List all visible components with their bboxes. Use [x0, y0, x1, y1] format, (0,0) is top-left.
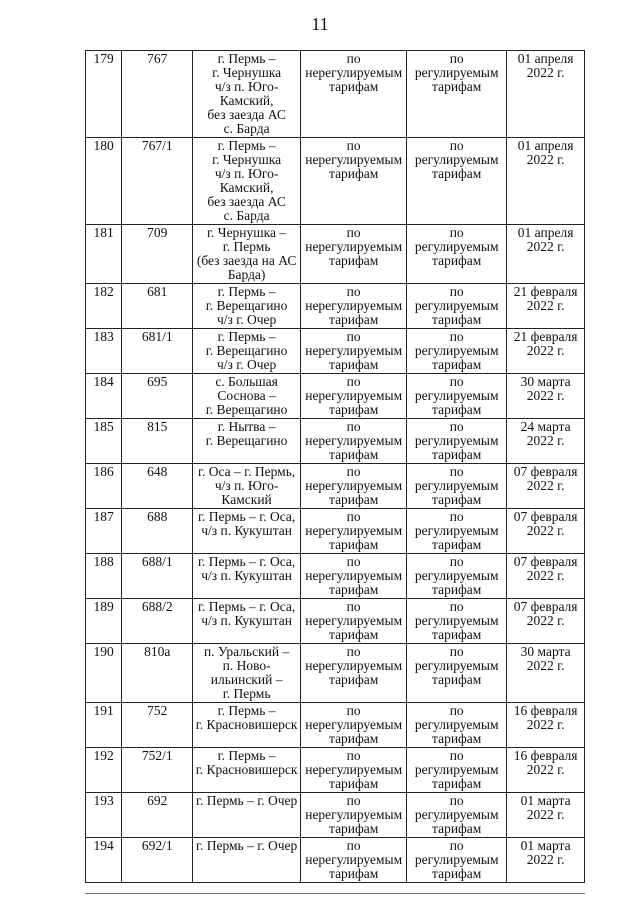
cell-line: нерегулируемым	[305, 152, 403, 167]
cell-line: по	[346, 599, 361, 614]
regulated-tariff-cell	[407, 464, 507, 509]
cell-line: 01 марта	[520, 793, 571, 808]
table-row	[86, 644, 585, 703]
cell-line: без заезда АС	[207, 194, 286, 209]
cell-line: Камский,	[219, 180, 274, 195]
cell-line: тарифам	[432, 166, 482, 181]
cell-line: 2022 г.	[526, 717, 565, 732]
table-row	[86, 138, 585, 225]
cell-line: 01 марта	[520, 838, 571, 853]
route-number-cell: 767/1	[122, 138, 193, 225]
cell-line: г. Верещагино	[205, 298, 288, 313]
cell-line: 16 февраля	[513, 748, 578, 763]
start-date-cell	[507, 793, 585, 838]
cell-line: ч/з п. Юго-	[214, 79, 279, 94]
unregulated-tariff-cell	[301, 748, 407, 793]
unregulated-tariff-cell	[301, 329, 407, 374]
cell-line: по	[449, 225, 464, 240]
table-row	[86, 51, 585, 138]
route-number-cell: 752	[122, 703, 193, 748]
cell-line: тарифам	[329, 402, 379, 417]
row-number-cell: 191	[86, 703, 122, 748]
route-name-cell	[193, 599, 301, 644]
cell-line: по	[346, 748, 361, 763]
table-row	[86, 374, 585, 419]
regulated-tariff-cell	[407, 374, 507, 419]
cell-line: регулируемым	[414, 478, 499, 493]
cell-line: 2022 г.	[526, 239, 565, 254]
cell-line: с. Барда	[223, 208, 270, 223]
cell-line: г. Чернушка	[212, 65, 282, 80]
route-number-cell: 810а	[122, 644, 193, 703]
regulated-tariff-cell	[407, 793, 507, 838]
start-date-cell	[507, 838, 585, 883]
cell-line: г. Чернушка	[212, 152, 282, 167]
cell-line: нерегулируемым	[305, 717, 403, 732]
cell-line: 2022 г.	[526, 343, 565, 358]
cell-line: регулируемым	[414, 762, 499, 777]
cell-line: тарифам	[432, 402, 482, 417]
page-bottom-divider	[85, 893, 585, 894]
cell-line: по	[449, 329, 464, 344]
cell-line: ч/з п. Юго-	[214, 478, 279, 493]
table-row	[86, 284, 585, 329]
cell-line: г. Пермь – г. Оса,	[197, 599, 296, 614]
route-name-cell	[193, 284, 301, 329]
row-number-cell: 188	[86, 554, 122, 599]
cell-line: 2022 г.	[526, 523, 565, 538]
cell-line: п. Уральский –	[203, 644, 290, 659]
regulated-tariff-cell	[407, 138, 507, 225]
cell-line: 21 февраля	[513, 329, 578, 344]
start-date-cell	[507, 138, 585, 225]
cell-line: Камский,	[219, 93, 274, 108]
cell-line: по	[346, 703, 361, 718]
unregulated-tariff-cell	[301, 419, 407, 464]
cell-line: 2022 г.	[526, 433, 565, 448]
cell-line: по	[449, 509, 464, 524]
cell-line: тарифам	[329, 492, 379, 507]
cell-line: г. Оса – г. Пермь,	[197, 464, 296, 479]
unregulated-tariff-cell	[301, 464, 407, 509]
regulated-tariff-cell	[407, 644, 507, 703]
route-number-cell: 695	[122, 374, 193, 419]
start-date-cell	[507, 509, 585, 554]
unregulated-tariff-cell	[301, 599, 407, 644]
cell-line: тарифам	[329, 166, 379, 181]
start-date-cell	[507, 419, 585, 464]
cell-line: по	[346, 138, 361, 153]
cell-line: 2022 г.	[526, 613, 565, 628]
cell-line: г. Пермь – г. Очер	[195, 793, 298, 808]
cell-line: тарифам	[432, 731, 482, 746]
cell-line: г. Верещагино	[205, 402, 288, 417]
start-date-cell	[507, 225, 585, 284]
cell-line: тарифам	[329, 776, 379, 791]
table-row	[86, 748, 585, 793]
cell-line: по	[346, 419, 361, 434]
cell-line: 2022 г.	[526, 478, 565, 493]
cell-line: ч/з г. Очер	[216, 312, 277, 327]
cell-line: тарифам	[329, 357, 379, 372]
route-number-cell: 681/1	[122, 329, 193, 374]
row-number-cell: 187	[86, 509, 122, 554]
cell-line: г. Нытва –	[217, 419, 276, 434]
cell-line: г. Пермь –	[217, 329, 276, 344]
route-name-cell	[193, 838, 301, 883]
cell-line: регулируемым	[414, 852, 499, 867]
cell-line: нерегулируемым	[305, 658, 403, 673]
cell-line: по	[449, 748, 464, 763]
unregulated-tariff-cell	[301, 703, 407, 748]
routes-table	[85, 50, 585, 883]
cell-line: 2022 г.	[526, 852, 565, 867]
cell-line: по	[346, 838, 361, 853]
cell-line: 2022 г.	[526, 65, 565, 80]
cell-line: тарифам	[329, 627, 379, 642]
row-number-cell: 183	[86, 329, 122, 374]
route-name-cell	[193, 329, 301, 374]
cell-line: г. Пермь –	[217, 138, 276, 153]
table-row	[86, 554, 585, 599]
cell-line: нерегулируемым	[305, 807, 403, 822]
cell-line: тарифам	[432, 447, 482, 462]
table-row	[86, 329, 585, 374]
cell-line: тарифам	[329, 447, 379, 462]
cell-line: тарифам	[329, 537, 379, 552]
start-date-cell	[507, 554, 585, 599]
cell-line: регулируемым	[414, 298, 499, 313]
row-number-cell: 189	[86, 599, 122, 644]
cell-line: регулируемым	[414, 717, 499, 732]
cell-line: 01 апреля	[517, 138, 574, 153]
route-number-cell: 648	[122, 464, 193, 509]
cell-line: Камский	[221, 492, 272, 507]
cell-line: г. Верещагино	[205, 343, 288, 358]
cell-line: тарифам	[432, 866, 482, 881]
start-date-cell	[507, 703, 585, 748]
cell-line: ч/з п. Кукуштан	[201, 568, 292, 583]
regulated-tariff-cell	[407, 51, 507, 138]
cell-line: по	[346, 509, 361, 524]
cell-line: по	[449, 554, 464, 569]
row-number-cell: 185	[86, 419, 122, 464]
cell-line: ч/з п. Юго-	[214, 166, 279, 181]
cell-line: по	[449, 838, 464, 853]
cell-line: 2022 г.	[526, 568, 565, 583]
row-number-cell: 194	[86, 838, 122, 883]
cell-line: тарифам	[432, 627, 482, 642]
cell-line: г. Пермь – г. Очер	[195, 838, 298, 853]
cell-line: нерегулируемым	[305, 852, 403, 867]
table-row	[86, 225, 585, 284]
unregulated-tariff-cell	[301, 374, 407, 419]
regulated-tariff-cell	[407, 599, 507, 644]
cell-line: тарифам	[329, 312, 379, 327]
cell-line: тарифам	[329, 582, 379, 597]
cell-line: п. Ново-	[222, 658, 271, 673]
cell-line: 16 февраля	[513, 703, 578, 718]
routes-table-body	[86, 51, 585, 883]
row-number-cell: 186	[86, 464, 122, 509]
cell-line: по	[346, 644, 361, 659]
cell-line: нерегулируемым	[305, 343, 403, 358]
cell-line: тарифам	[432, 821, 482, 836]
cell-line: тарифам	[329, 731, 379, 746]
cell-line: регулируемым	[414, 152, 499, 167]
cell-line: ильинский –	[210, 672, 283, 687]
cell-line: регулируемым	[414, 343, 499, 358]
start-date-cell	[507, 644, 585, 703]
cell-line: нерегулируемым	[305, 65, 403, 80]
cell-line: 30 марта	[520, 644, 571, 659]
route-name-cell	[193, 644, 301, 703]
table-row	[86, 838, 585, 883]
cell-line: по	[346, 51, 361, 66]
table-row	[86, 703, 585, 748]
route-number-cell: 688/1	[122, 554, 193, 599]
route-number-cell: 815	[122, 419, 193, 464]
cell-line: тарифам	[329, 79, 379, 94]
cell-line: г. Пермь – г. Оса,	[197, 509, 296, 524]
unregulated-tariff-cell	[301, 793, 407, 838]
cell-line: (без заезда на АС	[196, 253, 297, 268]
cell-line: регулируемым	[414, 433, 499, 448]
cell-line: г. Пермь –	[217, 748, 276, 763]
route-name-cell	[193, 138, 301, 225]
route-name-cell	[193, 225, 301, 284]
cell-line: тарифам	[432, 79, 482, 94]
row-number-cell: 179	[86, 51, 122, 138]
route-number-cell: 709	[122, 225, 193, 284]
route-number-cell: 688	[122, 509, 193, 554]
cell-line: Барда)	[227, 267, 266, 282]
cell-line: тарифам	[432, 672, 482, 687]
cell-line: по	[346, 793, 361, 808]
unregulated-tariff-cell	[301, 838, 407, 883]
start-date-cell	[507, 599, 585, 644]
route-name-cell	[193, 509, 301, 554]
route-name-cell	[193, 464, 301, 509]
cell-line: тарифам	[329, 866, 379, 881]
cell-line: нерегулируемым	[305, 239, 403, 254]
cell-line: ч/з п. Кукуштан	[201, 523, 292, 538]
cell-line: г. Пермь –	[217, 284, 276, 299]
cell-line: тарифам	[432, 312, 482, 327]
route-number-cell: 692	[122, 793, 193, 838]
cell-line: по	[449, 419, 464, 434]
cell-line: нерегулируемым	[305, 478, 403, 493]
regulated-tariff-cell	[407, 554, 507, 599]
start-date-cell	[507, 748, 585, 793]
cell-line: 2022 г.	[526, 807, 565, 822]
cell-line: нерегулируемым	[305, 568, 403, 583]
cell-line: с. Барда	[223, 121, 270, 136]
regulated-tariff-cell	[407, 703, 507, 748]
cell-line: по	[449, 284, 464, 299]
cell-line: регулируемым	[414, 568, 499, 583]
cell-line: г. Пермь	[222, 686, 271, 701]
cell-line: Соснова –	[217, 388, 276, 403]
cell-line: ч/з г. Очер	[216, 357, 277, 372]
cell-line: нерегулируемым	[305, 388, 403, 403]
cell-line: тарифам	[329, 821, 379, 836]
regulated-tariff-cell	[407, 509, 507, 554]
cell-line: нерегулируемым	[305, 298, 403, 313]
unregulated-tariff-cell	[301, 138, 407, 225]
cell-line: 24 марта	[520, 419, 571, 434]
unregulated-tariff-cell	[301, 554, 407, 599]
cell-line: тарифам	[432, 492, 482, 507]
start-date-cell	[507, 374, 585, 419]
route-name-cell	[193, 419, 301, 464]
cell-line: 01 апреля	[517, 225, 574, 240]
route-number-cell: 688/2	[122, 599, 193, 644]
table-row	[86, 793, 585, 838]
cell-line: тарифам	[432, 537, 482, 552]
cell-line: 2022 г.	[526, 152, 565, 167]
cell-line: 21 февраля	[513, 284, 578, 299]
cell-line: 30 марта	[520, 374, 571, 389]
cell-line: 2022 г.	[526, 762, 565, 777]
cell-line: г. Пермь –	[217, 51, 276, 66]
route-name-cell	[193, 748, 301, 793]
regulated-tariff-cell	[407, 419, 507, 464]
unregulated-tariff-cell	[301, 51, 407, 138]
regulated-tariff-cell	[407, 748, 507, 793]
cell-line: 2022 г.	[526, 388, 565, 403]
cell-line: по	[449, 703, 464, 718]
cell-line: г. Красновишерск	[195, 762, 298, 777]
cell-line: г. Пермь	[222, 239, 271, 254]
cell-line: г. Верещагино	[205, 433, 288, 448]
cell-line: по	[449, 374, 464, 389]
cell-line: г. Красновишерск	[195, 717, 298, 732]
cell-line: по	[449, 599, 464, 614]
cell-line: нерегулируемым	[305, 523, 403, 538]
cell-line: по	[449, 51, 464, 66]
cell-line: по	[346, 464, 361, 479]
cell-line: по	[449, 138, 464, 153]
table-row	[86, 419, 585, 464]
row-number-cell: 190	[86, 644, 122, 703]
cell-line: нерегулируемым	[305, 433, 403, 448]
cell-line: 07 февраля	[513, 464, 578, 479]
cell-line: 01 апреля	[517, 51, 574, 66]
route-name-cell	[193, 793, 301, 838]
start-date-cell	[507, 51, 585, 138]
start-date-cell	[507, 284, 585, 329]
cell-line: по	[449, 644, 464, 659]
cell-line: г. Пермь –	[217, 703, 276, 718]
route-number-cell: 692/1	[122, 838, 193, 883]
cell-line: тарифам	[432, 253, 482, 268]
cell-line: по	[346, 554, 361, 569]
row-number-cell: 192	[86, 748, 122, 793]
route-name-cell	[193, 374, 301, 419]
row-number-cell: 181	[86, 225, 122, 284]
cell-line: по	[346, 329, 361, 344]
cell-line: тарифам	[432, 582, 482, 597]
cell-line: регулируемым	[414, 658, 499, 673]
cell-line: тарифам	[432, 357, 482, 372]
cell-line: регулируемым	[414, 613, 499, 628]
route-name-cell	[193, 554, 301, 599]
page-number: 11	[311, 14, 329, 34]
cell-line: 2022 г.	[526, 658, 565, 673]
unregulated-tariff-cell	[301, 284, 407, 329]
row-number-cell: 180	[86, 138, 122, 225]
regulated-tariff-cell	[407, 838, 507, 883]
route-number-cell: 752/1	[122, 748, 193, 793]
cell-line: по	[346, 225, 361, 240]
cell-line: без заезда АС	[207, 107, 286, 122]
cell-line: г. Пермь – г. Оса,	[197, 554, 296, 569]
cell-line: г. Чернушка –	[207, 225, 287, 240]
cell-line: тарифам	[329, 672, 379, 687]
unregulated-tariff-cell	[301, 225, 407, 284]
cell-line: регулируемым	[414, 807, 499, 822]
row-number-cell: 182	[86, 284, 122, 329]
unregulated-tariff-cell	[301, 509, 407, 554]
cell-line: регулируемым	[414, 388, 499, 403]
route-name-cell	[193, 51, 301, 138]
row-number-cell: 184	[86, 374, 122, 419]
regulated-tariff-cell	[407, 225, 507, 284]
table-row	[86, 599, 585, 644]
cell-line: по	[346, 284, 361, 299]
cell-line: тарифам	[432, 776, 482, 791]
cell-line: 2022 г.	[526, 298, 565, 313]
regulated-tariff-cell	[407, 284, 507, 329]
table-row	[86, 509, 585, 554]
table-row	[86, 464, 585, 509]
row-number-cell: 193	[86, 793, 122, 838]
start-date-cell	[507, 329, 585, 374]
cell-line: нерегулируемым	[305, 762, 403, 777]
cell-line: 07 февраля	[513, 599, 578, 614]
cell-line: регулируемым	[414, 65, 499, 80]
cell-line: ч/з п. Кукуштан	[201, 613, 292, 628]
cell-line: с. Большая	[215, 374, 278, 389]
regulated-tariff-cell	[407, 329, 507, 374]
cell-line: 07 февраля	[513, 509, 578, 524]
cell-line: 07 февраля	[513, 554, 578, 569]
cell-line: регулируемым	[414, 523, 499, 538]
cell-line: по	[449, 793, 464, 808]
cell-line: регулируемым	[414, 239, 499, 254]
route-number-cell: 767	[122, 51, 193, 138]
cell-line: по	[449, 464, 464, 479]
start-date-cell	[507, 464, 585, 509]
unregulated-tariff-cell	[301, 644, 407, 703]
cell-line: по	[346, 374, 361, 389]
route-name-cell	[193, 703, 301, 748]
route-number-cell: 681	[122, 284, 193, 329]
cell-line: нерегулируемым	[305, 613, 403, 628]
cell-line: тарифам	[329, 253, 379, 268]
